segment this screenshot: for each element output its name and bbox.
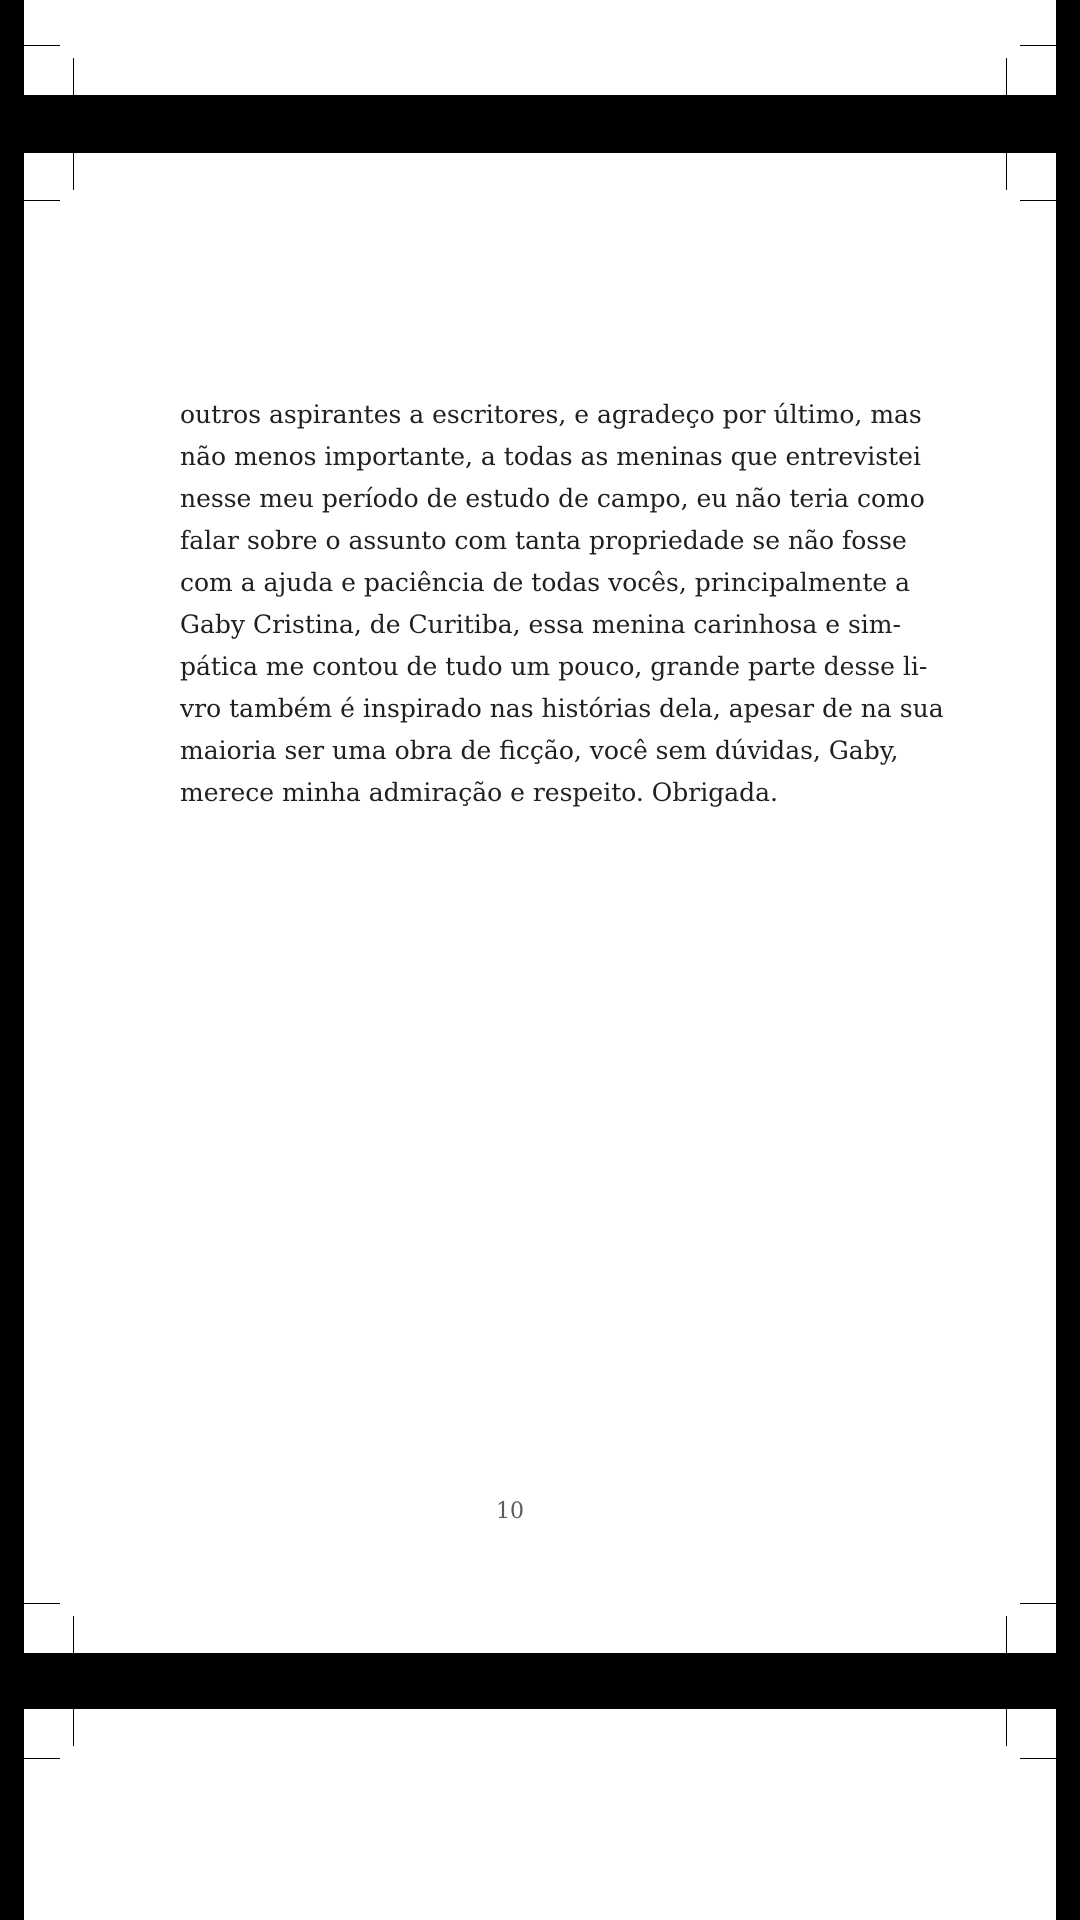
crop-mark bbox=[73, 153, 74, 190]
crop-mark bbox=[73, 1709, 74, 1746]
crop-mark bbox=[24, 1603, 60, 1604]
crop-mark bbox=[1006, 1616, 1007, 1653]
body-paragraph bbox=[180, 394, 944, 814]
crop-mark bbox=[24, 200, 60, 201]
right-frame-border bbox=[1056, 0, 1080, 1920]
text-line: merece minha admiração e respeito. Obrigada. bbox=[180, 778, 778, 807]
top-page-separator bbox=[0, 95, 1080, 153]
crop-mark bbox=[1020, 1758, 1056, 1759]
bottom-page-separator bbox=[0, 1653, 1080, 1709]
text-line: falar sobre o assunto com tanta propriedade se não fosse bbox=[180, 526, 907, 555]
text-line: outros aspirantes a escritores, e agradeço por último, mas bbox=[180, 400, 922, 429]
text-line: maioria ser uma obra de ficção, você sem dúvidas, Gaby, bbox=[180, 736, 899, 765]
crop-mark bbox=[24, 1758, 60, 1759]
left-frame-border bbox=[0, 0, 24, 1920]
crop-mark bbox=[1006, 58, 1007, 95]
page-number: 10 bbox=[496, 1499, 524, 1524]
text-line: com a ajuda e paciência de todas vocês, principalmente a bbox=[180, 568, 911, 597]
text-line: vro também é inspirado nas histórias dela, apesar de na sua bbox=[180, 694, 944, 723]
text-line: não menos importante, a todas as meninas que entrevistei bbox=[180, 442, 921, 471]
text-line: Gaby Cristina, de Curitiba, essa menina carinhosa e sim- bbox=[180, 610, 901, 639]
crop-mark bbox=[73, 58, 74, 95]
crop-mark bbox=[24, 45, 60, 46]
text-line: pática me contou de tudo um pouco, grande parte desse li- bbox=[180, 652, 928, 681]
text-line: nesse meu período de estudo de campo, eu não teria como bbox=[180, 484, 925, 513]
crop-mark bbox=[1006, 1709, 1007, 1746]
crop-mark bbox=[1020, 1603, 1056, 1604]
crop-mark bbox=[1020, 200, 1056, 201]
crop-mark bbox=[1020, 45, 1056, 46]
crop-mark bbox=[1006, 153, 1007, 190]
crop-mark bbox=[73, 1616, 74, 1653]
